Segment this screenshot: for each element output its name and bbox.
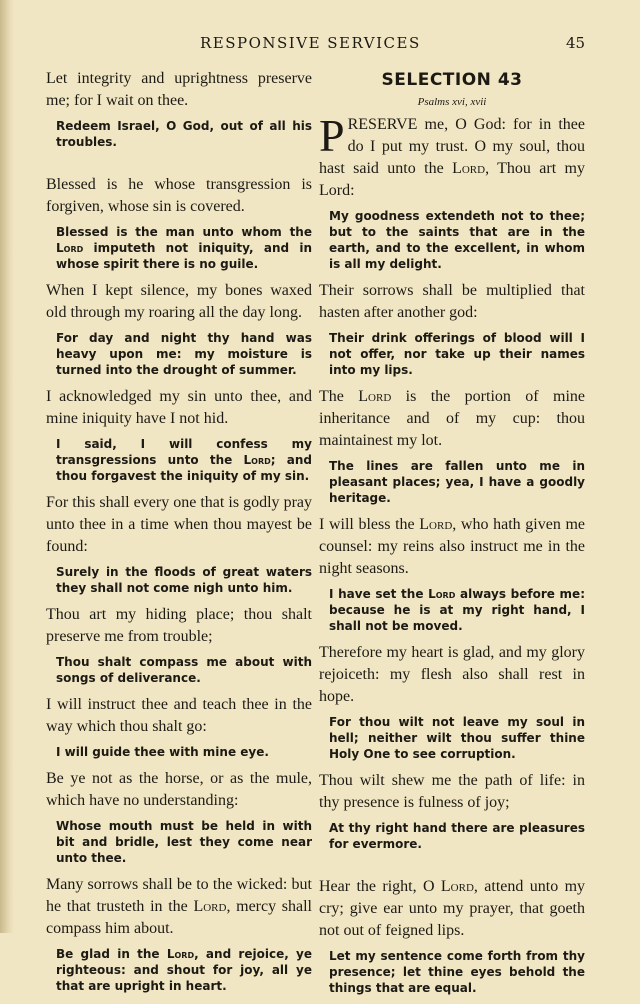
verse-leader: I will instruct thee and teach thee in the way which thou shalt go: <box>46 696 312 735</box>
text-run: is the portion of mine inheritance and of my cup: thou maintainest my lot. <box>319 388 586 449</box>
verse-response <box>56 946 312 994</box>
verse-leader: I acknowledged my sin unto thee, and mine iniquity have I not hid. <box>46 388 312 427</box>
spacer <box>319 860 585 876</box>
verse-response: For day and night thy hand was heavy upon me: my moisture is turned into the drought of summer. <box>56 331 312 377</box>
verse-response: Surely in the floods of great waters they shall not come nigh unto him. <box>56 565 312 595</box>
text-run: I have set the <box>329 587 429 601</box>
text-run: Be glad in the <box>56 947 167 961</box>
verse-response: Whose mouth must be held in with bit and bridle, lest they come near unto thee. <box>56 819 312 865</box>
verse-leader: When I kept silence, my bones waxed old through my roaring all the day long. <box>46 282 312 321</box>
text-run: I will bless the <box>319 516 420 533</box>
verse-response: Redeem Israel, O God, out of all his troubles. <box>56 119 312 149</box>
running-header: RESPONSIVE SERVICES <box>200 34 421 52</box>
lord-small-caps: Lord <box>358 388 392 405</box>
selection-title: SELECTION 43 <box>381 70 523 90</box>
page-gutter <box>0 0 14 933</box>
text-run: , who hath given me counsel: my reins also instruct me in the night seasons. <box>319 516 585 577</box>
verse-leader: Be ye not as the horse, or as the mule, which have no understanding: <box>46 770 312 809</box>
verse-response: Let my sentence come forth from thy presence; let thine eyes behold the things that are equal. <box>329 949 585 995</box>
lord-small-caps: Lord <box>428 587 456 601</box>
verse-leader <box>46 874 312 940</box>
text-run: Hear the right, O <box>319 878 441 895</box>
lord-small-caps: Lord <box>440 878 474 895</box>
text-run: The <box>319 388 359 405</box>
text-run: , mercy shall compass him about. <box>46 898 312 937</box>
lord-small-caps: Lord <box>193 898 227 915</box>
page-number: 45 <box>566 34 586 52</box>
right-column <box>319 68 585 1004</box>
verse-response: My goodness extendeth not to thee; but to the saints that are in the earth, and to the excellent, in whom is all my delight. <box>329 209 585 271</box>
verse-leader <box>319 386 585 452</box>
verse-leader: Thou wilt shew me the path of life: in thy presence is fulness of joy; <box>319 772 585 811</box>
drop-cap: P <box>319 110 345 161</box>
lord-small-caps: Lord <box>243 453 271 467</box>
text-run: , attend unto my cry; give ear unto my prayer, that goeth not out of feigned lips. <box>319 878 586 939</box>
spacer <box>46 158 312 174</box>
verse-leader <box>319 876 585 942</box>
verse-response: At thy right hand there are pleasures for evermore. <box>329 821 585 851</box>
verse-leader <box>319 110 585 202</box>
verse-leader: For this shall every one that is godly pray unto thee in a time when thou mayest be found: <box>46 494 312 555</box>
text-run: , and rejoice, ye righteous: and shout for joy, all ye that are upright in heart. <box>56 947 312 993</box>
verse-leader: Let integrity and uprightness preserve me; for I wait on thee. <box>46 70 312 109</box>
verse-response: Their drink offerings of blood will I not offer, nor take up their names into my lips. <box>329 331 585 377</box>
verse-response <box>56 224 312 272</box>
verse-response: Thou shalt compass me about with songs of deliverance. <box>56 655 312 685</box>
text-run: imputeth not iniquity, and in whose spirit there is no guile. <box>56 241 312 271</box>
text-run: I said, I will confess my transgressions unto the <box>56 437 312 467</box>
verse-response <box>56 436 312 484</box>
verse-leader: Thou art my hiding place; thou shalt preserve me from trouble; <box>46 606 312 645</box>
verse-leader <box>319 514 585 580</box>
verse-response <box>329 586 585 634</box>
text-run: ; and thou forgavest the iniquity of my sin. <box>56 453 312 483</box>
verse-leader: Therefore my heart is glad, and my glory rejoiceth: my flesh also shall rest in hope. <box>319 644 585 705</box>
text-run: always before me: because he is at my right hand, I shall not be moved. <box>329 587 585 633</box>
psalm-reference: Psalms xvi, xvii <box>417 96 487 108</box>
text-run: Many sorrows shall be to the wicked: but he that trusteth in the <box>46 876 312 915</box>
verse-response: The lines are fallen unto me in pleasant places; yea, I have a goodly heritage. <box>329 459 585 505</box>
text-run: RESERVE <box>347 116 418 133</box>
lord-small-caps: Lord <box>56 241 84 255</box>
lord-small-caps: Lord <box>166 947 195 961</box>
text-run: Blessed is the man unto whom the <box>56 225 312 239</box>
text-run: me, O God: for in thee do I put my trust. O my soul, thou hast said unto the <box>319 116 585 177</box>
lord-small-caps: Lord <box>452 160 486 177</box>
verse-leader: Blessed is he whose transgression is forgiven, whose sin is covered. <box>46 176 312 215</box>
left-column <box>46 68 312 1002</box>
lord-small-caps: Lord <box>419 516 453 533</box>
verse-leader: Their sorrows shall be multiplied that hasten after another god: <box>319 282 585 321</box>
verse-response: I will guide thee with mine eye. <box>56 745 269 759</box>
verse-response: For thou wilt not leave my soul in hell; neither wilt thou suffer thine Holy One to see corruption. <box>329 715 585 761</box>
text-run: , Thou art my Lord: <box>319 160 585 199</box>
